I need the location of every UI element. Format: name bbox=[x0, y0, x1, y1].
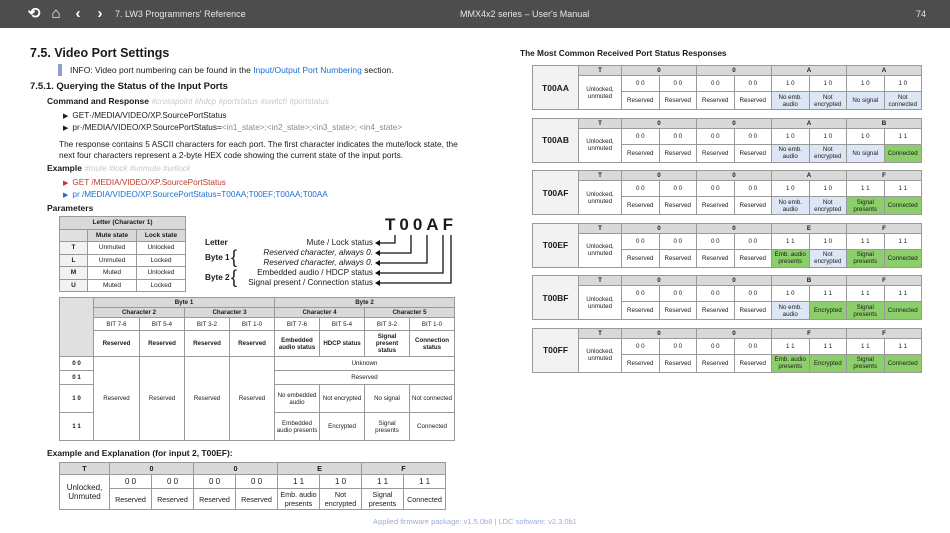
col-header: T bbox=[579, 223, 622, 233]
command-tags: #crosspoint #hdcp #portstatus #switch #portstatus bbox=[151, 97, 329, 106]
command-text: GET·/MEDIA/VIDEO/XP.SourcePortStatus bbox=[72, 111, 227, 120]
diagram-label: Signal present / Connection status bbox=[248, 278, 373, 287]
col-header: 0 bbox=[697, 223, 772, 233]
col-header: 0 bbox=[697, 118, 772, 128]
reserved-cell: Reserved bbox=[140, 357, 185, 441]
status-cell: No embedded audio bbox=[275, 385, 320, 413]
bit-cell: 0 0 bbox=[659, 181, 697, 197]
value-cell: No emb. audio bbox=[772, 144, 810, 162]
value-cell: Not encrypted bbox=[809, 92, 847, 110]
manual-title: MMX4x2 series – User's Manual bbox=[460, 9, 590, 19]
response-line bbox=[63, 123, 402, 132]
command-heading-text: Command and Response bbox=[47, 96, 150, 106]
bit-cell: 0 0 bbox=[194, 475, 236, 489]
col-header: F bbox=[847, 328, 922, 338]
diagram-byte1: Byte 1 bbox=[205, 253, 230, 262]
value-cell: Reserved bbox=[622, 197, 660, 215]
example-heading-text: Example bbox=[47, 163, 82, 173]
col-header: 0 bbox=[622, 328, 697, 338]
bit-cell: 1 1 bbox=[772, 233, 810, 249]
reserved-cell: Reserved bbox=[94, 357, 140, 441]
value-cell: Reserved bbox=[659, 197, 697, 215]
bit-cell: 1 0 bbox=[772, 128, 810, 144]
top-bar bbox=[0, 0, 950, 28]
value-cell: Signal presents bbox=[847, 249, 885, 267]
bit-cell: 1 1 bbox=[362, 475, 404, 489]
unknown-cell: Unknown bbox=[275, 357, 455, 371]
value-cell: Connected bbox=[884, 302, 922, 320]
bit-cell: 0 0 bbox=[659, 286, 697, 302]
letter-cell: M bbox=[60, 267, 88, 280]
value-cell: Connected bbox=[884, 354, 922, 372]
bit-value: 0 0 bbox=[60, 357, 94, 371]
mute-cell: Muted bbox=[88, 267, 137, 280]
col-header: A bbox=[772, 171, 847, 181]
bit-cell: 0 0 bbox=[659, 76, 697, 92]
value-cell: Reserved bbox=[697, 354, 735, 372]
example-command-text: GET /MEDIA/VIDEO/XP.SourcePortStatus bbox=[72, 178, 226, 187]
example-table bbox=[59, 462, 446, 510]
field-header: Connection status bbox=[410, 331, 455, 357]
value-cell: Reserved bbox=[622, 354, 660, 372]
bit-cell: 1 0 bbox=[772, 76, 810, 92]
col-header: T bbox=[579, 171, 622, 181]
bit-cell: 1 0 bbox=[884, 76, 922, 92]
value-cell: Signal presents bbox=[847, 302, 885, 320]
value-cell: Emb. audio presents bbox=[772, 249, 810, 267]
col-header: F bbox=[772, 328, 847, 338]
bit-cell: 0 0 bbox=[697, 76, 735, 92]
bit-cell: 1 1 bbox=[809, 286, 847, 302]
value-cell: Not encrypted bbox=[809, 197, 847, 215]
state-cell: Unlocked, unmuted bbox=[579, 181, 622, 215]
diagram-label: Embedded audio / HDCP status bbox=[257, 268, 373, 277]
state-cell: Unlocked, unmuted bbox=[579, 286, 622, 320]
diagram-label: Reserved character, always 0. bbox=[263, 258, 373, 267]
lock-cell: Unlocked bbox=[137, 242, 186, 255]
response-table bbox=[532, 65, 922, 110]
bit-cell: 1 0 bbox=[809, 181, 847, 197]
response-code: T00AF bbox=[533, 171, 579, 215]
bit-cell: 1 1 bbox=[884, 128, 922, 144]
value-cell: No emb. audio bbox=[772, 197, 810, 215]
byte2-header: Byte 2 bbox=[275, 298, 455, 308]
status-cell: Not encrypted bbox=[320, 385, 365, 413]
response-code: T00FF bbox=[533, 328, 579, 372]
bit-value: 1 1 bbox=[60, 413, 94, 441]
col-header: A bbox=[772, 118, 847, 128]
code-diagram bbox=[205, 215, 455, 295]
bullet-icon: ▶ bbox=[63, 192, 69, 199]
status-cell: Encrypted bbox=[320, 413, 365, 441]
lock-table-title: Letter (Character 1) bbox=[60, 217, 186, 230]
bit-cell: 1 1 bbox=[809, 338, 847, 354]
description-paragraph: The response contains 5 ASCII characters for each port. The first character indicates the mute/lock state, the next four characters represent a 2-byte HEX code showing the current state of the input ports. bbox=[59, 139, 458, 160]
col-header: 0 bbox=[697, 276, 772, 286]
letter-cell: L bbox=[60, 254, 88, 267]
bit-cell: 1 1 bbox=[772, 338, 810, 354]
field-header: Signal present status bbox=[365, 331, 410, 357]
bullet-icon: ▶ bbox=[63, 113, 69, 120]
value-cell: Reserved bbox=[659, 354, 697, 372]
info-link[interactable]: Input/Output Port Numbering bbox=[253, 65, 362, 75]
col-header: T bbox=[60, 463, 110, 475]
value-cell: No emb. audio bbox=[772, 302, 810, 320]
bit-cell: 0 0 bbox=[697, 338, 735, 354]
state-cell: Unlocked, unmuted bbox=[579, 76, 622, 110]
bit-cell: 0 0 bbox=[697, 128, 735, 144]
lock-table-header: Lock state bbox=[137, 229, 186, 242]
col-header: 0 bbox=[110, 463, 194, 475]
response-table bbox=[532, 118, 922, 163]
bit-cell: 1 1 bbox=[847, 233, 885, 249]
col-header: 0 bbox=[622, 118, 697, 128]
bit-value: 1 0 bbox=[60, 385, 94, 413]
value-cell: Reserved bbox=[734, 302, 772, 320]
bit-cell: 1 1 bbox=[884, 286, 922, 302]
col-header: T bbox=[579, 118, 622, 128]
value-cell: Not encrypted bbox=[809, 144, 847, 162]
letter-cell: U bbox=[60, 279, 88, 292]
field-header: Reserved bbox=[230, 331, 275, 357]
value-cell: Reserved bbox=[697, 302, 735, 320]
lock-cell: Locked bbox=[137, 254, 186, 267]
mute-cell: Unmuted bbox=[88, 254, 137, 267]
lock-table-corner bbox=[60, 229, 88, 242]
value-cell: No emb. audio bbox=[772, 92, 810, 110]
response-text: pr·/MEDIA/VIDEO/XP.SourcePortStatus= bbox=[72, 123, 222, 132]
value-cell: Reserved bbox=[622, 302, 660, 320]
bit-cell: 1 0 bbox=[809, 233, 847, 249]
bit-cell: 1 0 bbox=[320, 475, 362, 489]
example-response-text: pr /MEDIA/VIDEO/XP.SourcePortStatus=T00AA;T00EF;T00AA;T00AA bbox=[72, 190, 328, 199]
value-cell: Reserved bbox=[622, 144, 660, 162]
value-cell: Reserved bbox=[194, 489, 236, 510]
bit-header: BIT 5-4 bbox=[140, 318, 185, 331]
bit-cell: 0 0 bbox=[622, 76, 660, 92]
example-heading bbox=[47, 163, 191, 173]
value-cell: Reserved bbox=[622, 92, 660, 110]
bit-cell: 0 0 bbox=[110, 475, 152, 489]
col-header: E bbox=[278, 463, 362, 475]
bit-header: BIT 7-6 bbox=[94, 318, 140, 331]
chevron-right-icon[interactable]: › bbox=[97, 5, 103, 22]
footer: Applied firmware package: v1.5.0b8 | LDC software: v2.3.0b1 bbox=[373, 517, 577, 526]
example-response bbox=[63, 190, 328, 199]
lock-cell: Unlocked bbox=[137, 267, 186, 280]
bit-cell: 1 1 bbox=[847, 181, 885, 197]
value-cell: Reserved bbox=[110, 489, 152, 510]
state-cell: Unlocked, unmuted bbox=[579, 233, 622, 267]
value-cell: Emb. audio presents bbox=[278, 489, 320, 510]
value-cell: No signal bbox=[847, 92, 885, 110]
bit-cell: 0 0 bbox=[152, 475, 194, 489]
bit-cell: 0 0 bbox=[659, 338, 697, 354]
value-cell: Reserved bbox=[697, 197, 735, 215]
chevron-left-icon[interactable]: ‹ bbox=[75, 5, 81, 22]
value-cell: Connected bbox=[884, 197, 922, 215]
col-header: B bbox=[772, 276, 847, 286]
bit-field-table bbox=[59, 297, 455, 441]
col-header: 0 bbox=[194, 463, 278, 475]
bit-cell: 1 1 bbox=[884, 181, 922, 197]
response-table bbox=[532, 275, 922, 320]
bit-cell: 0 0 bbox=[734, 181, 772, 197]
bit-header: BIT 1-0 bbox=[230, 318, 275, 331]
response-code: T00BF bbox=[533, 276, 579, 320]
value-cell: Not encrypted bbox=[320, 489, 362, 510]
diagram-byte2: Byte 2 bbox=[205, 273, 230, 282]
col-header: A bbox=[772, 66, 847, 76]
value-cell: Reserved bbox=[734, 249, 772, 267]
bit-cell: 1 0 bbox=[809, 128, 847, 144]
value-cell: Signal presents bbox=[847, 197, 885, 215]
value-cell: Emb. audio presents bbox=[772, 354, 810, 372]
example-command bbox=[63, 178, 226, 187]
example-tags: #mute #lock #unmute #unlock bbox=[84, 164, 191, 173]
value-cell: Reserved bbox=[734, 354, 772, 372]
bit-cell: 0 0 bbox=[734, 233, 772, 249]
col-header: F bbox=[847, 223, 922, 233]
value-cell: No signal bbox=[847, 144, 885, 162]
bit-cell: 1 0 bbox=[847, 128, 885, 144]
brace-icon: { bbox=[231, 247, 238, 267]
diagram-arrows bbox=[375, 233, 455, 288]
state-cell: Unlocked, unmuted bbox=[579, 338, 622, 372]
bit-cell: 1 1 bbox=[847, 286, 885, 302]
lock-cell: Locked bbox=[137, 279, 186, 292]
bit-cell: 1 0 bbox=[809, 76, 847, 92]
field-header: Reserved bbox=[140, 331, 185, 357]
bit-cell: 1 1 bbox=[404, 475, 446, 489]
char-header: Character 5 bbox=[365, 308, 455, 318]
table-row bbox=[60, 267, 186, 280]
value-cell: Connected bbox=[884, 249, 922, 267]
field-header: HDCP status bbox=[320, 331, 365, 357]
value-cell: Reserved bbox=[659, 302, 697, 320]
bit-value: 0 1 bbox=[60, 371, 94, 385]
col-header: 0 bbox=[697, 328, 772, 338]
bit-header: BIT 3-2 bbox=[365, 318, 410, 331]
value-cell: Encrypted bbox=[809, 354, 847, 372]
col-header: 0 bbox=[697, 171, 772, 181]
reserved-cell: Reserved bbox=[185, 357, 230, 441]
lock-table-header: Mute state bbox=[88, 229, 137, 242]
diagram-label: Reserved character, always 0. bbox=[263, 248, 373, 257]
field-header: Reserved bbox=[94, 331, 140, 357]
bit-cell: 0 0 bbox=[622, 181, 660, 197]
value-cell: Reserved bbox=[697, 92, 735, 110]
lock-state-table bbox=[59, 216, 186, 292]
table-row bbox=[60, 279, 186, 292]
bit-table-corner bbox=[60, 298, 94, 357]
diagram-code: T00AF bbox=[385, 215, 457, 234]
value-cell: Reserved bbox=[152, 489, 194, 510]
col-header: 0 bbox=[622, 66, 697, 76]
char-header: Character 2 bbox=[94, 308, 185, 318]
reserved-cell: Reserved bbox=[230, 357, 275, 441]
diagram-label: Mute / Lock status bbox=[306, 238, 373, 247]
value-cell: Signal presents bbox=[847, 354, 885, 372]
byte1-header: Byte 1 bbox=[94, 298, 275, 308]
field-header: Embedded audio status bbox=[275, 331, 320, 357]
field-header: Reserved bbox=[185, 331, 230, 357]
col-header: 0 bbox=[697, 66, 772, 76]
value-cell: Not connected bbox=[884, 92, 922, 110]
bit-cell: 0 0 bbox=[622, 128, 660, 144]
col-header: 0 bbox=[622, 276, 697, 286]
status-cell: Embedded audio presents bbox=[275, 413, 320, 441]
value-cell: Reserved bbox=[734, 92, 772, 110]
value-cell: Reserved bbox=[697, 249, 735, 267]
value-cell: Reserved bbox=[659, 144, 697, 162]
bit-cell: 1 0 bbox=[772, 181, 810, 197]
bit-cell: 1 1 bbox=[884, 233, 922, 249]
bit-cell: 1 1 bbox=[884, 338, 922, 354]
bit-header: BIT 5-4 bbox=[320, 318, 365, 331]
col-header: F bbox=[847, 276, 922, 286]
bullet-icon: ▶ bbox=[63, 125, 69, 132]
col-header: 0 bbox=[622, 171, 697, 181]
col-header: 0 bbox=[622, 223, 697, 233]
bit-cell: 0 0 bbox=[622, 286, 660, 302]
value-cell: Reserved bbox=[734, 197, 772, 215]
bit-cell: 0 0 bbox=[734, 128, 772, 144]
value-cell: Connected bbox=[884, 144, 922, 162]
value-cell: Connected bbox=[404, 489, 446, 510]
bit-cell: 0 0 bbox=[697, 181, 735, 197]
bit-cell: 0 0 bbox=[659, 233, 697, 249]
state-cell: Unlocked, unmuted bbox=[579, 128, 622, 162]
value-cell: Reserved bbox=[659, 249, 697, 267]
value-cell: Reserved bbox=[659, 92, 697, 110]
bit-cell: 0 0 bbox=[697, 286, 735, 302]
col-header: F bbox=[847, 171, 922, 181]
bit-header: BIT 1-0 bbox=[410, 318, 455, 331]
section-title: 7. LW3 Programmers' Reference bbox=[115, 9, 246, 19]
info-suffix: section. bbox=[361, 65, 394, 75]
response-code: T00EF bbox=[533, 223, 579, 267]
subsection-title: 7.5.1. Querying the Status of the Input Ports bbox=[30, 81, 228, 92]
table-row bbox=[60, 254, 186, 267]
response-code: T00AA bbox=[533, 66, 579, 110]
command-heading bbox=[47, 96, 329, 106]
mute-cell: Muted bbox=[88, 279, 137, 292]
status-cell: Signal presents bbox=[365, 413, 410, 441]
status-cell: Not connected bbox=[410, 385, 455, 413]
value-cell: Signal presents bbox=[362, 489, 404, 510]
bit-cell: 1 1 bbox=[278, 475, 320, 489]
diagram-letter: Letter bbox=[205, 238, 228, 247]
response-table bbox=[532, 223, 922, 268]
example-explanation-heading: Example and Explanation (for input 2, T00EF): bbox=[47, 448, 233, 458]
response-table bbox=[532, 170, 922, 215]
response-table bbox=[532, 328, 922, 373]
home-icon[interactable]: ⌂ bbox=[51, 5, 61, 22]
first-cell: Unlocked, Unmuted bbox=[60, 475, 110, 510]
command-line bbox=[63, 111, 227, 120]
status-cell: Connected bbox=[410, 413, 455, 441]
col-header: T bbox=[579, 328, 622, 338]
brace-icon: { bbox=[231, 267, 238, 287]
bit-header: BIT 3-2 bbox=[185, 318, 230, 331]
bit-cell: 0 0 bbox=[734, 76, 772, 92]
nav-buttons bbox=[25, 5, 109, 23]
bit-cell: 0 0 bbox=[622, 233, 660, 249]
value-cell: Reserved bbox=[734, 144, 772, 162]
bit-cell: 0 0 bbox=[622, 338, 660, 354]
mute-cell: Unmuted bbox=[88, 242, 137, 255]
bullet-icon: ▶ bbox=[63, 180, 69, 187]
col-header: A bbox=[847, 66, 922, 76]
value-cell: Reserved bbox=[236, 489, 278, 510]
value-cell: Reserved bbox=[622, 249, 660, 267]
parameters-heading: Parameters bbox=[47, 203, 94, 213]
bit-cell: 0 0 bbox=[697, 233, 735, 249]
bit-header: BIT 7-6 bbox=[275, 318, 320, 331]
bit-cell: 1 0 bbox=[847, 76, 885, 92]
responses-title: The Most Common Received Port Status Responses bbox=[520, 48, 727, 58]
bit-cell: 0 0 bbox=[659, 128, 697, 144]
back-all-icon[interactable]: ⟲ bbox=[27, 5, 41, 22]
col-header: T bbox=[579, 66, 622, 76]
reserved-cell: Reserved bbox=[275, 371, 455, 385]
char-header: Character 3 bbox=[185, 308, 275, 318]
response-code: T00AB bbox=[533, 118, 579, 162]
bit-cell: 0 0 bbox=[734, 338, 772, 354]
info-note bbox=[58, 64, 394, 76]
col-header: B bbox=[847, 118, 922, 128]
col-header: F bbox=[362, 463, 446, 475]
bit-cell: 0 0 bbox=[734, 286, 772, 302]
value-cell: Reserved bbox=[697, 144, 735, 162]
bit-cell: 1 0 bbox=[772, 286, 810, 302]
col-header: T bbox=[579, 276, 622, 286]
bit-cell: 1 1 bbox=[847, 338, 885, 354]
value-cell: Not encrypted bbox=[809, 249, 847, 267]
status-cell: No signal bbox=[365, 385, 410, 413]
page-number: 74 bbox=[916, 9, 927, 19]
value-cell: Encrypted bbox=[809, 302, 847, 320]
letter-cell: T bbox=[60, 242, 88, 255]
bit-cell: 0 0 bbox=[236, 475, 278, 489]
response-params: <in1_state>;<in2_state>;<in3_state>; <in4_state> bbox=[221, 123, 403, 132]
table-row bbox=[60, 242, 186, 255]
col-header: E bbox=[772, 223, 847, 233]
info-text: INFO: Video port numbering can be found in the bbox=[70, 65, 254, 75]
page-title: 7.5. Video Port Settings bbox=[30, 46, 170, 60]
char-header: Character 4 bbox=[275, 308, 365, 318]
